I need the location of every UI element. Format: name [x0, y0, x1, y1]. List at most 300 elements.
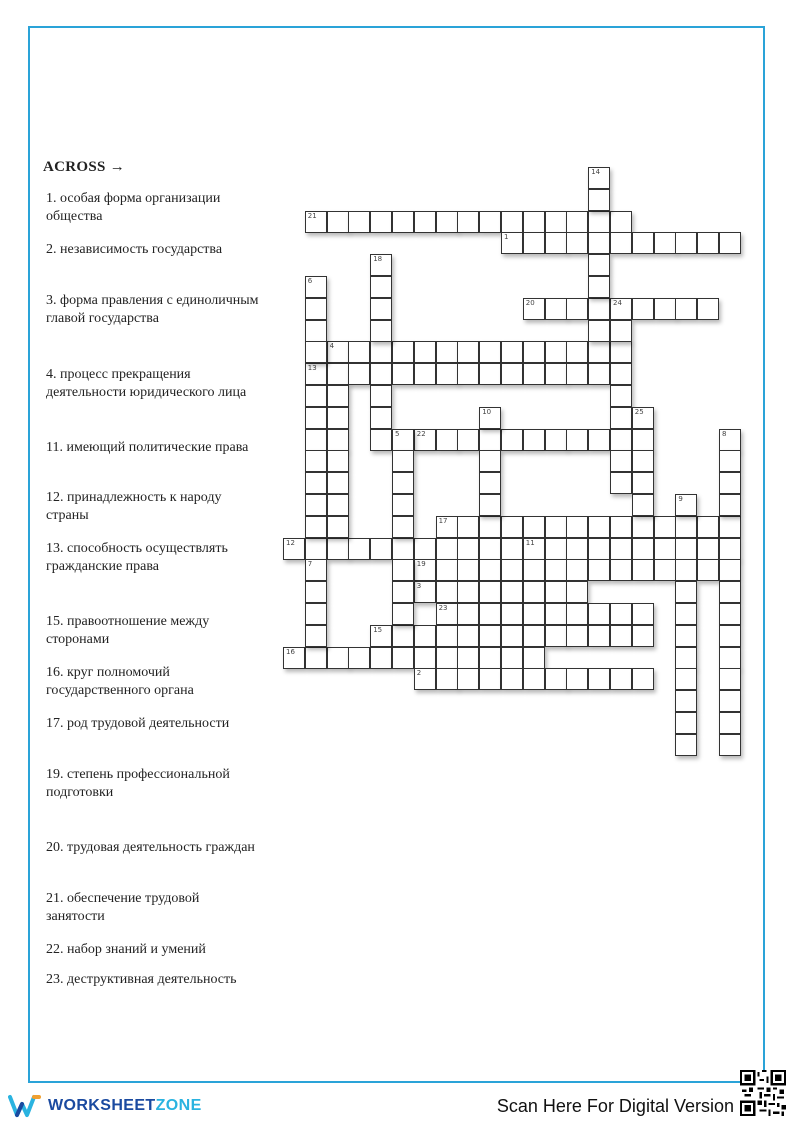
grid-cell[interactable]	[719, 472, 741, 494]
clue-item: 17. род трудовой деятельности	[46, 716, 230, 731]
grid-cell[interactable]	[588, 603, 610, 625]
grid-cell[interactable]	[305, 603, 327, 625]
grid-cell[interactable]	[697, 559, 719, 581]
grid-cell[interactable]	[479, 494, 501, 516]
grid-cell[interactable]	[392, 538, 414, 560]
grid-cell[interactable]	[588, 559, 610, 581]
grid-cell[interactable]	[523, 625, 545, 647]
grid-cell[interactable]	[719, 603, 741, 625]
grid-cell[interactable]	[414, 559, 436, 581]
clue-number: 14	[591, 168, 601, 176]
grid-cell[interactable]	[697, 538, 719, 560]
grid-cell[interactable]	[675, 647, 697, 669]
grid-cell[interactable]	[392, 516, 414, 538]
grid-cell[interactable]	[719, 668, 741, 690]
grid-cell[interactable]	[392, 494, 414, 516]
grid-cell[interactable]	[414, 341, 436, 363]
grid-cell[interactable]	[545, 429, 567, 451]
grid-cell[interactable]	[479, 581, 501, 603]
grid-cell[interactable]	[545, 559, 567, 581]
grid-cell[interactable]	[719, 494, 741, 516]
grid-cell[interactable]	[370, 254, 392, 276]
grid-cell[interactable]	[283, 538, 305, 560]
clue-item: 11. имеющий политические права	[46, 440, 249, 455]
grid-cell[interactable]	[610, 538, 632, 560]
grid-cell[interactable]	[523, 559, 545, 581]
grid-cell[interactable]	[632, 407, 654, 429]
grid-cell[interactable]	[305, 429, 327, 451]
grid-cell[interactable]	[436, 363, 458, 385]
clue-item: 1. особая форма организации общества	[46, 191, 221, 224]
grid-cell[interactable]	[566, 232, 588, 254]
grid-cell[interactable]	[523, 581, 545, 603]
grid-cell[interactable]	[719, 690, 741, 712]
grid-cell[interactable]	[566, 516, 588, 538]
grid-cell[interactable]	[457, 668, 479, 690]
grid-cell[interactable]	[479, 211, 501, 233]
grid-cell[interactable]	[479, 603, 501, 625]
grid-cell[interactable]	[392, 559, 414, 581]
grid-cell[interactable]	[305, 450, 327, 472]
grid-cell[interactable]	[457, 625, 479, 647]
clue-item: 19. степень профессиональной подготовки	[46, 767, 230, 800]
clue-number: 12	[286, 538, 295, 547]
clue-number: 5	[395, 429, 400, 438]
grid-cell[interactable]	[675, 668, 697, 690]
grid-cell[interactable]	[501, 538, 523, 560]
grid-cell[interactable]	[501, 516, 523, 538]
grid-cell[interactable]	[588, 538, 610, 560]
grid-cell[interactable]	[545, 603, 567, 625]
grid-cell[interactable]	[457, 363, 479, 385]
grid-cell[interactable]	[566, 559, 588, 581]
brand-name-part2: ZONE	[155, 1097, 202, 1114]
grid-cell[interactable]	[610, 320, 632, 342]
grid-cell[interactable]	[479, 668, 501, 690]
grid-cell[interactable]	[719, 450, 741, 472]
clue-number: 3	[416, 582, 422, 591]
grid-cell[interactable]	[370, 363, 392, 385]
grid-cell[interactable]	[588, 516, 610, 538]
clue-item: 12. принадлежность к народу страны	[46, 490, 222, 523]
grid-cell[interactable]	[719, 647, 741, 669]
grid-cell[interactable]	[675, 538, 697, 560]
grid-cell[interactable]	[348, 211, 370, 233]
grid-cell[interactable]	[392, 625, 414, 647]
clue-item: 21. обеспечение трудовой занятости	[46, 891, 200, 924]
grid-cell[interactable]	[566, 298, 588, 320]
clue-number: 10	[482, 407, 492, 416]
grid-cell[interactable]	[479, 363, 501, 385]
clue-number: 7	[307, 560, 313, 569]
grid-cell[interactable]	[436, 625, 458, 647]
grid-cell[interactable]	[327, 472, 349, 494]
grid-cell[interactable]	[719, 232, 741, 254]
grid-cell[interactable]	[610, 232, 632, 254]
grid-cell[interactable]	[610, 559, 632, 581]
grid-cell[interactable]	[436, 429, 458, 451]
grid-cell[interactable]	[414, 538, 436, 560]
grid-cell[interactable]	[414, 363, 436, 385]
grid-cell[interactable]	[675, 690, 697, 712]
grid-cell[interactable]	[457, 647, 479, 669]
grid-cell[interactable]	[348, 647, 370, 669]
grid-cell[interactable]	[392, 211, 414, 233]
grid-cell[interactable]	[457, 538, 479, 560]
grid-cell[interactable]	[370, 625, 392, 647]
grid-cell[interactable]	[479, 341, 501, 363]
grid-cell[interactable]	[610, 516, 632, 538]
grid-cell[interactable]	[501, 363, 523, 385]
grid-cell[interactable]	[632, 450, 654, 472]
grid-cell[interactable]	[719, 538, 741, 560]
grid-cell[interactable]	[305, 363, 327, 385]
brand-name-part1: WORKSHEET	[48, 1097, 156, 1114]
grid-cell[interactable]	[675, 516, 697, 538]
grid-cell[interactable]	[457, 581, 479, 603]
grid-cell[interactable]	[457, 211, 479, 233]
grid-cell[interactable]	[675, 559, 697, 581]
grid-cell[interactable]	[479, 625, 501, 647]
clue-number: 13	[307, 364, 317, 373]
grid-cell[interactable]	[523, 363, 545, 385]
grid-cell[interactable]	[414, 668, 436, 690]
grid-cell[interactable]	[632, 625, 654, 647]
grid-cell[interactable]	[327, 538, 349, 560]
clue-item: 13. способность осуществлять гражданские права	[46, 541, 228, 574]
grid-cell[interactable]	[370, 429, 392, 451]
grid-cell[interactable]	[654, 538, 676, 560]
grid-cell[interactable]	[566, 341, 588, 363]
grid-cell[interactable]	[566, 625, 588, 647]
brand-name	[48, 1097, 202, 1115]
grid-cell[interactable]	[719, 734, 741, 756]
grid-cell[interactable]	[523, 429, 545, 451]
qr-code-icon[interactable]	[740, 1070, 786, 1116]
grid-cell[interactable]	[370, 647, 392, 669]
grid-cell[interactable]	[392, 363, 414, 385]
grid-cell[interactable]	[305, 341, 327, 363]
grid-cell[interactable]	[545, 516, 567, 538]
clue-number: 19	[416, 560, 426, 569]
grid-cell[interactable]	[327, 211, 349, 233]
grid-cell[interactable]	[632, 559, 654, 581]
grid-cell[interactable]	[588, 189, 610, 211]
clue-item: 20. трудовая деятельность граждан	[46, 840, 255, 855]
grid-cell[interactable]	[545, 363, 567, 385]
grid-cell[interactable]	[610, 668, 632, 690]
grid-cell[interactable]	[566, 538, 588, 560]
grid-cell[interactable]	[545, 581, 567, 603]
grid-cell[interactable]	[632, 516, 654, 538]
grid-cell[interactable]	[305, 581, 327, 603]
grid-cell[interactable]	[305, 385, 327, 407]
grid-cell[interactable]	[283, 647, 305, 669]
grid-cell[interactable]	[632, 668, 654, 690]
grid-cell[interactable]	[370, 298, 392, 320]
grid-cell[interactable]	[566, 668, 588, 690]
grid-cell[interactable]	[675, 603, 697, 625]
grid-cell[interactable]	[588, 341, 610, 363]
grid-cell[interactable]	[588, 363, 610, 385]
grid-cell[interactable]	[305, 538, 327, 560]
grid-cell[interactable]	[501, 668, 523, 690]
grid-cell[interactable]	[654, 298, 676, 320]
grid-cell[interactable]	[654, 516, 676, 538]
grid-cell[interactable]	[588, 276, 610, 298]
grid-cell[interactable]	[610, 625, 632, 647]
grid-cell[interactable]	[675, 625, 697, 647]
grid-cell[interactable]	[610, 450, 632, 472]
grid-cell[interactable]	[370, 211, 392, 233]
grid-cell[interactable]	[610, 298, 632, 320]
grid-cell[interactable]	[545, 341, 567, 363]
grid-cell[interactable]	[545, 232, 567, 254]
grid-cell[interactable]	[305, 494, 327, 516]
grid-cell[interactable]	[566, 211, 588, 233]
grid-cell[interactable]	[392, 603, 414, 625]
grid-cell[interactable]	[523, 603, 545, 625]
grid-cell[interactable]	[566, 429, 588, 451]
clue-number: 9	[678, 495, 683, 503]
clue-number: 25	[634, 407, 644, 416]
grid-cell[interactable]	[479, 472, 501, 494]
grid-cell[interactable]	[501, 603, 523, 625]
grid-cell[interactable]	[675, 298, 697, 320]
grid-cell[interactable]	[457, 516, 479, 538]
grid-cell[interactable]	[327, 647, 349, 669]
grid-cell[interactable]	[348, 341, 370, 363]
clue-item: 23. деструктивная деятельность	[46, 972, 237, 987]
grid-cell[interactable]	[545, 211, 567, 233]
grid-cell[interactable]	[305, 276, 327, 298]
grid-cell[interactable]	[632, 472, 654, 494]
grid-cell[interactable]	[566, 363, 588, 385]
grid-cell[interactable]	[588, 298, 610, 320]
clue-number: 23	[438, 604, 448, 612]
grid-cell[interactable]	[414, 625, 436, 647]
grid-cell[interactable]	[305, 472, 327, 494]
grid-cell[interactable]	[719, 516, 741, 538]
grid-cell[interactable]	[632, 232, 654, 254]
grid-cell[interactable]	[632, 298, 654, 320]
grid-cell[interactable]	[327, 450, 349, 472]
worksheet-zone-logo-icon	[8, 1094, 42, 1118]
clue-item: 22. набор знаний и умений	[46, 942, 206, 957]
grid-cell[interactable]	[523, 341, 545, 363]
grid-cell[interactable]	[588, 320, 610, 342]
grid-cell[interactable]	[392, 429, 414, 451]
grid-cell[interactable]	[305, 407, 327, 429]
grid-cell[interactable]	[392, 581, 414, 603]
clue-number: 4	[329, 342, 335, 351]
clue-number: 20	[525, 298, 535, 307]
grid-cell[interactable]	[436, 647, 458, 669]
grid-cell[interactable]	[523, 211, 545, 233]
grid-cell[interactable]	[588, 211, 610, 233]
grid-cell[interactable]	[610, 429, 632, 451]
grid-cell[interactable]	[436, 603, 458, 625]
clue-number: 11	[525, 538, 535, 547]
grid-cell[interactable]	[370, 385, 392, 407]
grid-cell[interactable]	[479, 450, 501, 472]
grid-cell[interactable]	[719, 559, 741, 581]
grid-cell[interactable]	[370, 320, 392, 342]
grid-cell[interactable]	[370, 538, 392, 560]
grid-cell[interactable]	[414, 581, 436, 603]
grid-cell[interactable]	[523, 232, 545, 254]
grid-cell[interactable]	[523, 668, 545, 690]
grid-cell[interactable]	[327, 429, 349, 451]
grid-cell[interactable]	[588, 625, 610, 647]
grid-cell[interactable]	[675, 712, 697, 734]
grid-cell[interactable]	[327, 363, 349, 385]
grid-cell[interactable]	[370, 341, 392, 363]
grid-cell[interactable]	[457, 429, 479, 451]
grid-cell[interactable]	[479, 647, 501, 669]
grid-cell[interactable]	[436, 581, 458, 603]
across-heading: ACROSS →	[43, 159, 125, 175]
grid-cell[interactable]	[414, 211, 436, 233]
clue-number: 21	[307, 211, 317, 220]
grid-cell[interactable]	[523, 516, 545, 538]
grid-cell[interactable]	[305, 320, 327, 342]
clue-number: 22	[416, 429, 426, 438]
grid-cell[interactable]	[566, 581, 588, 603]
grid-cell[interactable]	[719, 429, 741, 451]
grid-cell[interactable]	[654, 232, 676, 254]
grid-cell[interactable]	[632, 429, 654, 451]
grid-cell[interactable]	[436, 516, 458, 538]
grid-cell[interactable]	[610, 363, 632, 385]
grid-cell[interactable]	[632, 538, 654, 560]
grid-cell[interactable]	[545, 298, 567, 320]
grid-cell[interactable]	[436, 668, 458, 690]
grid-cell[interactable]	[305, 625, 327, 647]
grid-cell[interactable]	[305, 211, 327, 233]
grid-cell[interactable]	[457, 603, 479, 625]
grid-cell[interactable]	[719, 712, 741, 734]
grid-cell[interactable]	[697, 516, 719, 538]
grid-cell[interactable]	[675, 494, 697, 516]
clue-item: 3. форма правления с единоличным главой государства	[46, 293, 259, 326]
grid-cell[interactable]	[545, 538, 567, 560]
grid-cell[interactable]	[719, 625, 741, 647]
grid-cell[interactable]	[719, 581, 741, 603]
grid-cell[interactable]	[588, 668, 610, 690]
grid-cell[interactable]	[327, 407, 349, 429]
grid-cell[interactable]	[610, 211, 632, 233]
scan-instruction: Scan Here For Digital Version	[496, 1096, 734, 1116]
grid-cell[interactable]	[327, 516, 349, 538]
grid-cell[interactable]	[436, 538, 458, 560]
grid-cell[interactable]	[501, 211, 523, 233]
grid-cell[interactable]	[523, 298, 545, 320]
clue-number: 16	[286, 647, 295, 656]
grid-cell[interactable]	[501, 647, 523, 669]
grid-cell[interactable]	[479, 516, 501, 538]
grid-cell[interactable]	[348, 363, 370, 385]
grid-cell[interactable]	[501, 559, 523, 581]
grid-cell[interactable]	[392, 450, 414, 472]
clue-item: 4. процесс прекращения деятельности юридического лица	[46, 367, 247, 400]
clue-number: 24	[613, 298, 622, 307]
grid-cell[interactable]	[545, 625, 567, 647]
clue-item: 15. правоотношение между сторонами	[46, 614, 210, 647]
clue-number: 18	[373, 255, 383, 264]
grid-cell[interactable]	[305, 516, 327, 538]
grid-cell[interactable]	[610, 407, 632, 429]
grid-cell[interactable]	[436, 559, 458, 581]
grid-cell[interactable]	[588, 429, 610, 451]
grid-cell[interactable]	[370, 407, 392, 429]
grid-cell[interactable]	[392, 472, 414, 494]
grid-cell[interactable]	[436, 341, 458, 363]
grid-cell[interactable]	[588, 167, 610, 189]
grid-cell[interactable]	[501, 232, 523, 254]
clue-number: 8	[722, 429, 727, 438]
grid-cell[interactable]	[348, 538, 370, 560]
grid-cell[interactable]	[610, 341, 632, 363]
clue-number: 1	[504, 233, 509, 242]
grid-cell[interactable]	[523, 538, 545, 560]
grid-cell[interactable]	[501, 581, 523, 603]
grid-cell[interactable]	[566, 603, 588, 625]
grid-cell[interactable]	[610, 472, 632, 494]
grid-cell[interactable]	[457, 559, 479, 581]
grid-cell[interactable]	[501, 625, 523, 647]
grid-cell[interactable]	[545, 668, 567, 690]
grid-cell[interactable]	[610, 603, 632, 625]
grid-cell[interactable]	[436, 211, 458, 233]
clue-number: 6	[307, 277, 313, 285]
grid-cell[interactable]	[632, 494, 654, 516]
grid-cell[interactable]	[479, 429, 501, 451]
grid-cell[interactable]	[675, 232, 697, 254]
grid-cell[interactable]	[632, 603, 654, 625]
grid-cell[interactable]	[305, 559, 327, 581]
grid-cell[interactable]	[501, 341, 523, 363]
grid-cell[interactable]	[414, 429, 436, 451]
grid-cell[interactable]	[479, 559, 501, 581]
clue-number: 17	[438, 516, 448, 525]
clue-number: 2	[416, 669, 422, 678]
grid-cell[interactable]	[392, 341, 414, 363]
grid-cell[interactable]	[588, 254, 610, 276]
grid-cell[interactable]	[697, 232, 719, 254]
grid-cell[interactable]	[654, 559, 676, 581]
grid-cell[interactable]	[479, 538, 501, 560]
grid-cell[interactable]	[697, 298, 719, 320]
grid-cell[interactable]	[305, 647, 327, 669]
grid-cell[interactable]	[392, 647, 414, 669]
grid-cell[interactable]	[479, 407, 501, 429]
grid-cell[interactable]	[414, 647, 436, 669]
grid-cell[interactable]	[370, 276, 392, 298]
brand-logo	[8, 1094, 202, 1118]
grid-cell[interactable]	[523, 647, 545, 669]
grid-cell[interactable]	[675, 734, 697, 756]
grid-cell[interactable]	[457, 341, 479, 363]
grid-cell[interactable]	[327, 385, 349, 407]
grid-cell[interactable]	[588, 232, 610, 254]
grid-cell[interactable]	[610, 385, 632, 407]
grid-cell[interactable]	[305, 298, 327, 320]
grid-cell[interactable]	[327, 341, 349, 363]
grid-cell[interactable]	[675, 581, 697, 603]
grid-cell[interactable]	[327, 494, 349, 516]
grid-cell[interactable]	[501, 429, 523, 451]
